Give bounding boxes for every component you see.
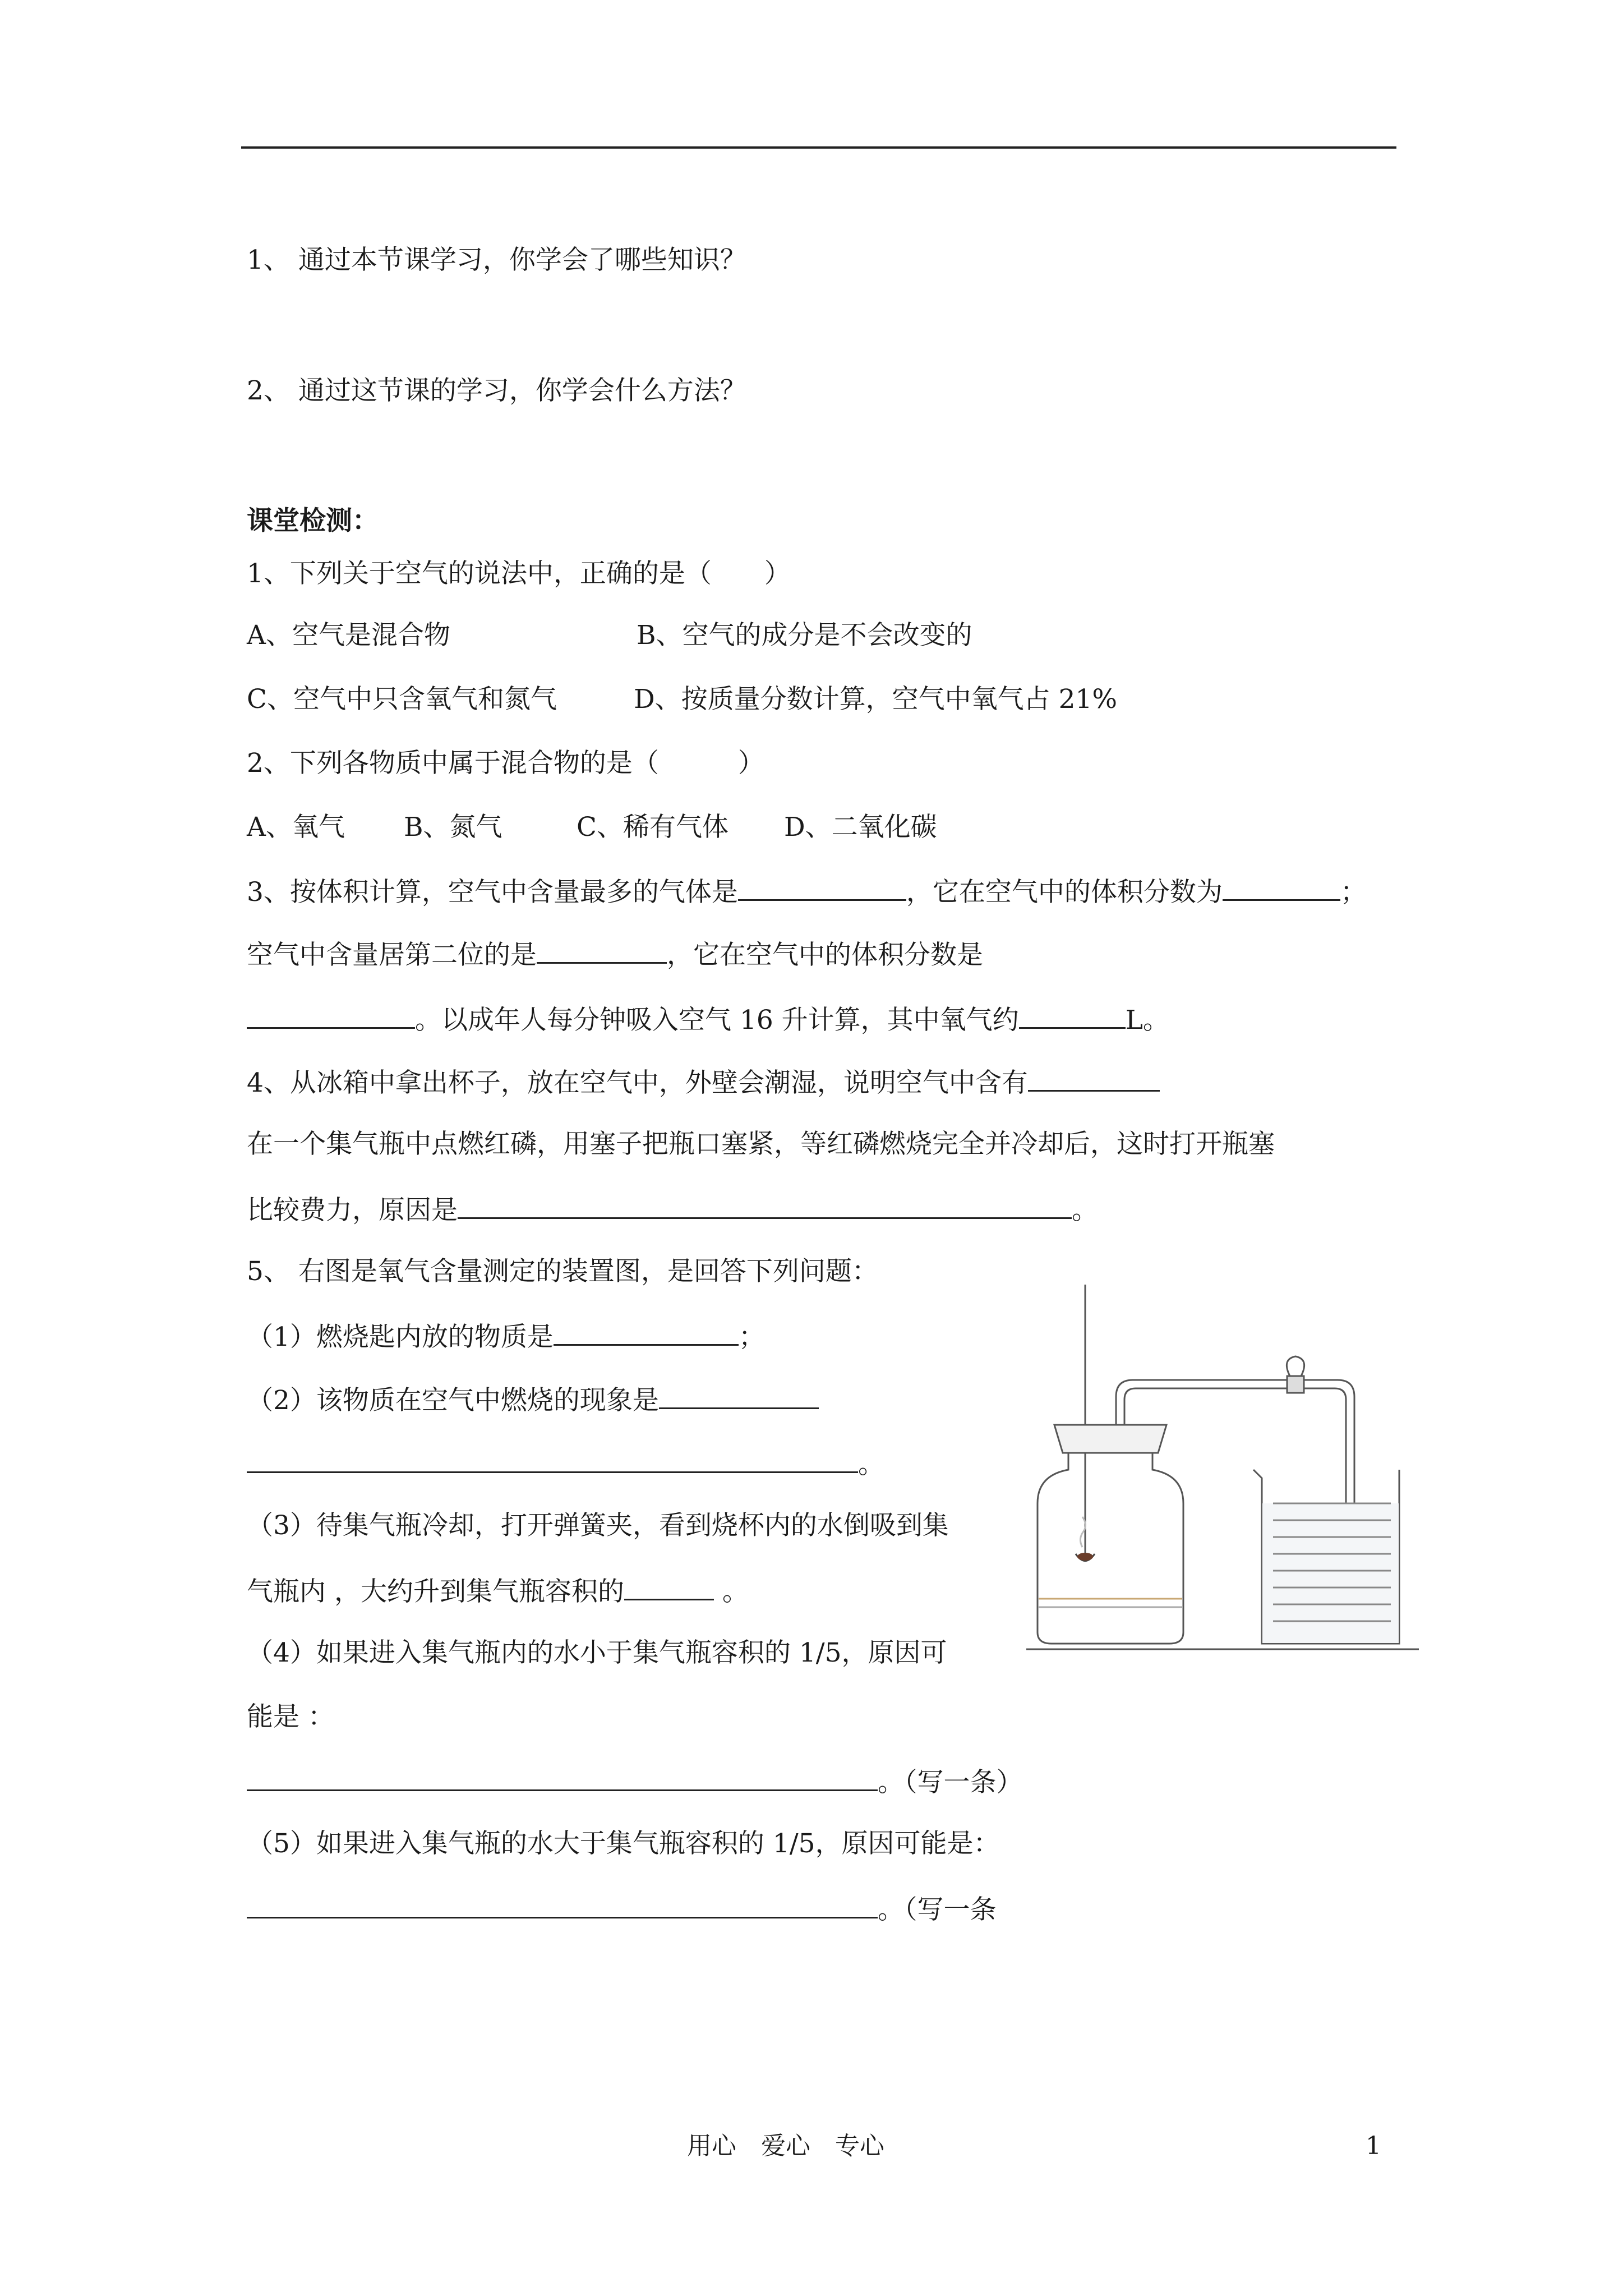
q4-line2: 在一个集气瓶中点燃红磷，用塞子把瓶口塞紧，等红磷燃烧完全并冷却后，这时打开瓶塞 [247,1129,1275,1159]
q1-stem: 1、下列关于空气的说法中，正确的是（ ） [247,558,791,589]
q3-blank-volume-fraction[interactable] [1223,873,1340,901]
q1-option-a: A、空气是混合物 [247,620,450,651]
reflection-q1: 1、 通过本节课学习，你学会了哪些知识？ [247,245,746,275]
q3-blank-second-gas[interactable] [537,936,667,964]
q5-s4b: 能是 ： [247,1701,334,1732]
q3-text-2: ，它在空气中的体积分数为 [906,877,1223,908]
q4-blank-reason[interactable] [458,1191,1072,1219]
q4-blank-water-vapor[interactable] [1028,1064,1160,1092]
q5-s3-end: 。 [713,1576,749,1607]
footer-motto: 用心 爱心 专心 [687,2132,884,2160]
q4-line1 [247,1064,1160,1100]
q5-s2 [247,1382,819,1418]
q3-text-1: 3、按体积计算，空气中含量最多的气体是 [247,877,738,908]
spring-clamp-handle [1287,1356,1304,1376]
q5-s4-answer [247,1764,1023,1800]
q5-stem: 5、 右图是氧气含量测定的装置图，是回答下列问题： [247,1256,878,1287]
q3-blank-most-gas[interactable] [738,873,906,901]
gas-collecting-jar [1038,1453,1183,1644]
reflection-q2: 2、 通过这节课的学习，你学会什么方法？ [247,375,746,406]
q5-s3b [247,1573,749,1609]
q1-option-c: C、空气中只含氧气和氮气 [247,684,557,715]
q4-text-4: 。 [1072,1195,1098,1226]
q5-s5-answer [247,1891,997,1927]
page-number: 1 [1366,2132,1381,2160]
q3-line2 [247,936,983,972]
q2-option-c: C、稀有气体 [577,812,728,843]
q5-s1 [247,1318,765,1354]
q2-option-d: D、二氧化碳 [784,812,937,843]
q5-blank-more-reason[interactable] [247,1891,878,1918]
beaker-water [1262,1503,1399,1643]
q5-s2-cont [247,1446,884,1481]
q5-s3b-text: 气瓶内 ，大约升到集气瓶容积的 [247,1576,624,1607]
q5-s4-end: 。（写一条） [878,1767,1023,1798]
q4-text-3: 比较费力，原因是 [247,1195,458,1226]
q5-s2-end: 。 [858,1449,884,1480]
red-phosphorus [1077,1553,1093,1561]
test-heading: 课堂检测： [247,505,379,536]
q5-blank-substance[interactable] [554,1318,739,1346]
q3-line3 [247,1001,1169,1037]
q3-blank-oxygen-liters[interactable] [1019,1001,1126,1029]
q5-s3a: （3）待集气瓶冷却，打开弹簧夹，看到烧杯内的水倒吸到集 [247,1510,949,1541]
q3-text-7: L。 [1125,1005,1169,1036]
q3-line1 [247,873,1367,909]
q3-text-3: ； [1340,877,1367,908]
q5-s5a: （5）如果进入集气瓶的水大于集气瓶容积的 1/5，原因可能是： [247,1828,1000,1859]
q5-s4a: （4）如果进入集气瓶内的水小于集气瓶容积的 1/5，原因可 [247,1637,947,1668]
q5-s5-end: 。（写一条 [878,1894,997,1925]
q3-text-4: 空气中含量居第二位的是 [247,940,537,970]
q5-blank-less-reason[interactable] [247,1764,878,1791]
q4-line3 [247,1191,1098,1227]
q5-s1-end: ； [738,1322,765,1352]
q5-s2-text: （2）该物质在空气中燃烧的现象是 [247,1385,659,1416]
spring-clamp [1287,1376,1304,1393]
q1-option-b: B、空气的成分是不会改变的 [637,620,972,651]
q1-option-d: D、按质量分数计算，空气中氧气占 21% [634,684,1118,715]
q5-s1-text: （1）燃烧匙内放的物质是 [247,1322,554,1352]
q5-blank-phenomenon-b[interactable] [247,1446,858,1473]
q5-blank-volume[interactable] [624,1573,714,1600]
q3-text-6: 。以成年人每分钟吸入空气 16 升计算，其中氧气约 [415,1005,1019,1036]
q3-text-5: ，它在空气中的体积分数是 [667,940,983,970]
header-rule [241,146,1396,149]
q5-blank-phenomenon-a[interactable] [659,1382,819,1409]
q3-blank-second-fraction[interactable] [247,1001,415,1029]
flask-stopper [1054,1425,1166,1453]
oxygen-measurement-apparatus [1026,1285,1419,1655]
q4-text-1: 4、从冰箱中拿出杯子，放在空气中，外壁会潮湿，说明空气中含有 [247,1068,1028,1098]
q2-option-b: B、氮气 [404,812,502,843]
q2-option-a: A、氧气 [247,812,345,843]
q2-stem: 2、下列各物质中属于混合物的是（ ） [247,748,764,779]
